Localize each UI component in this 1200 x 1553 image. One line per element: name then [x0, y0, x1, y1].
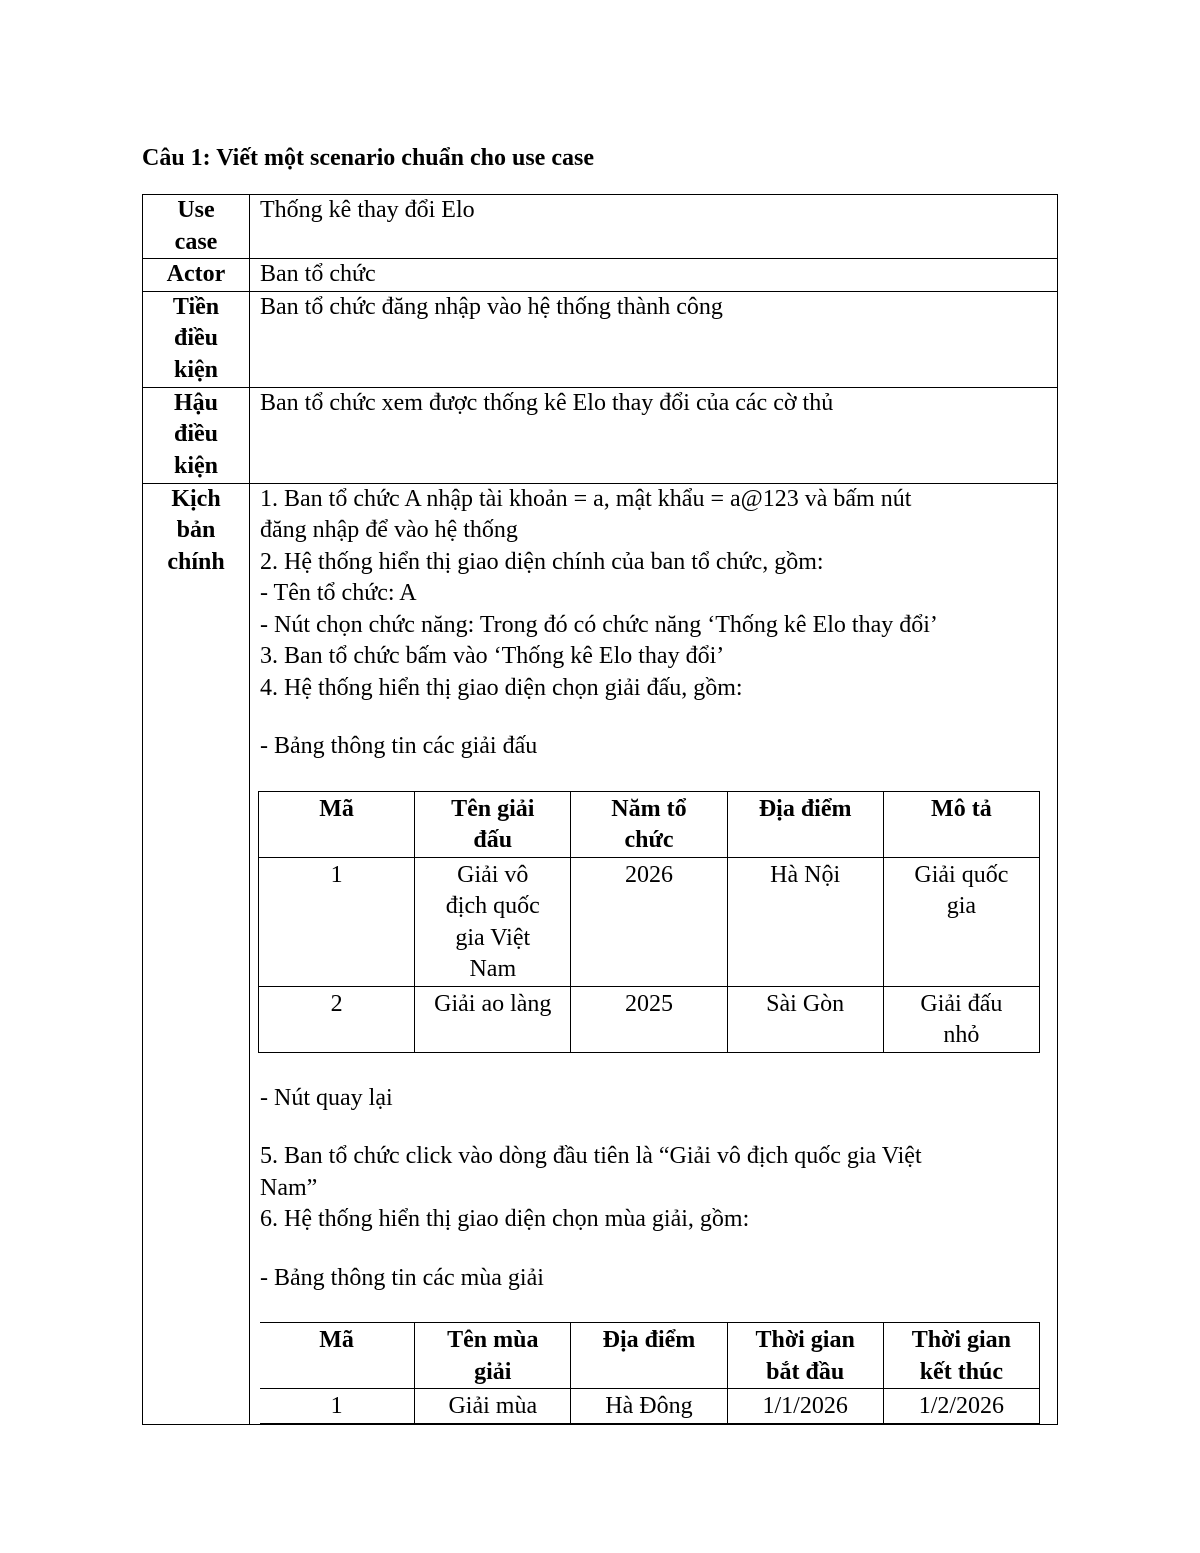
table-cell: Giải mùa	[415, 1389, 571, 1424]
table-cell: Giải đấu nhỏ	[883, 986, 1039, 1052]
use-case-label-line: Use	[177, 197, 215, 223]
actor-label-text: Actor	[166, 261, 226, 287]
season-header-code: Mã	[260, 1323, 415, 1389]
actor-value	[250, 259, 1058, 292]
season-header-start: Thời gian bắt đầu	[727, 1323, 883, 1389]
scenario-step-line: 4. Hệ thống hiển thị giao diện chọn giải đấu, gồm:	[260, 674, 743, 701]
main-scenario-label-line: Kịch	[171, 485, 221, 512]
table-cell: 1/1/2026	[727, 1389, 883, 1424]
table-cell: Giải vô địch quốc gia Việt Nam	[415, 857, 571, 986]
table-cell: 2025	[571, 986, 727, 1052]
season-table-header-row	[260, 1323, 1040, 1389]
table-cell: 2026	[571, 857, 727, 986]
table-cell: 1	[259, 857, 415, 986]
postcondition-label-line: kiện	[173, 452, 218, 479]
main-scenario-label-line: chính	[167, 548, 225, 575]
season-header-end: Thời gian kết thúc	[883, 1323, 1039, 1389]
table-cell: 1/2/2026	[883, 1389, 1039, 1424]
table-row[interactable]	[259, 986, 1040, 1052]
tournament-header-description: Mô tả	[883, 791, 1039, 857]
spacer	[260, 704, 1049, 731]
tournament-header-name: Tên giải đấu	[415, 791, 571, 857]
precondition-label-line: điều	[173, 325, 218, 351]
postcondition-label-line: Hậu	[173, 389, 218, 416]
scenario-step-line: 5. Ban tổ chức click vào dòng đầu tiên là “Giải vô địch quốc gia Việt	[260, 1143, 922, 1169]
actor-value-text: Ban tổ chức	[260, 261, 376, 287]
spacer	[260, 1114, 1049, 1141]
table-cell: Hà Nội	[727, 857, 883, 986]
tournament-table	[258, 791, 1040, 1053]
table-cell: Sài Gòn	[727, 986, 883, 1052]
main-scenario-value	[250, 483, 1058, 1425]
scenario-step-line: - Nút chọn chức năng: Trong đó có chức năng ‘Thống kê Elo thay đổi’	[260, 611, 938, 638]
precondition-value	[250, 291, 1058, 387]
season-header-name: Tên mùa giải	[415, 1323, 571, 1389]
precondition-row	[143, 291, 1058, 387]
actor-row	[143, 259, 1058, 292]
table-row[interactable]	[260, 1389, 1040, 1424]
tournament-header-year: Năm tổ chức	[571, 791, 727, 857]
postcondition-row	[143, 387, 1058, 483]
table-cell: Hà Đông	[571, 1389, 727, 1424]
precondition-label-line: kiện	[173, 356, 218, 383]
tournament-table-caption: - Bảng thông tin các giải đấu	[260, 733, 538, 759]
postcondition-label	[143, 387, 250, 483]
precondition-label-line: Tiền	[172, 293, 220, 320]
scenario-step-line: Nam”	[260, 1174, 318, 1201]
back-button-line: - Nút quay lại	[260, 1084, 393, 1111]
table-cell: 1	[260, 1389, 415, 1424]
main-scenario-label	[143, 483, 250, 1425]
table-cell: Giải ao làng	[415, 986, 571, 1052]
scenario-step-line: 6. Hệ thống hiển thị giao diện chọn mùa giải, gồm:	[260, 1206, 750, 1232]
precondition-value-text: Ban tổ chức đăng nhập vào hệ thống thành công	[260, 293, 723, 320]
table-cell: 2	[259, 986, 415, 1052]
postcondition-value-text: Ban tổ chức xem được thống kê Elo thay đổi của các cờ thủ	[260, 389, 834, 416]
main-scenario-label-line: bản	[176, 517, 216, 543]
spacer	[260, 1294, 1049, 1322]
scenario-step-line: 1. Ban tổ chức A nhập tài khoản = a, mật khẩu = a@123 và bấm nút	[260, 485, 912, 512]
scenario-step-line: - Tên tổ chức: A	[260, 580, 417, 606]
spacer	[260, 1236, 1049, 1263]
season-header-location: Địa điểm	[571, 1323, 727, 1389]
tournament-table-header-row	[259, 791, 1040, 857]
actor-label	[143, 259, 250, 292]
postcondition-label-line: điều	[173, 421, 218, 447]
precondition-label	[143, 291, 250, 387]
tournament-header-location: Địa điểm	[727, 791, 883, 857]
tournament-header-code: Mã	[259, 791, 415, 857]
table-cell: Giải quốc gia	[883, 857, 1039, 986]
season-table	[260, 1322, 1040, 1424]
scenario-step-line: đăng nhập để vào hệ thống	[260, 517, 518, 543]
use-case-table	[142, 194, 1058, 1425]
table-row[interactable]	[259, 857, 1040, 986]
spacer	[260, 1053, 1049, 1083]
scenario-step-line: 3. Ban tổ chức bấm vào ‘Thống kê Elo thay đổi’	[260, 643, 725, 669]
season-table-caption: - Bảng thông tin các mùa giải	[260, 1264, 544, 1291]
scenario-step-line: 2. Hệ thống hiển thị giao diện chính của ban tổ chức, gồm:	[260, 548, 824, 575]
use-case-label	[143, 195, 250, 259]
use-case-value	[250, 195, 1058, 259]
spacer	[260, 763, 1049, 791]
use-case-row	[143, 195, 1058, 259]
main-scenario-row	[143, 483, 1058, 1425]
season-table-wrap	[260, 1322, 1049, 1424]
use-case-label-line: case	[174, 228, 218, 255]
use-case-value-text: Thống kê thay đổi Elo	[260, 197, 475, 223]
page-title: Câu 1: Viết một scenario chuẩn cho use case	[142, 145, 594, 171]
postcondition-value	[250, 387, 1058, 483]
